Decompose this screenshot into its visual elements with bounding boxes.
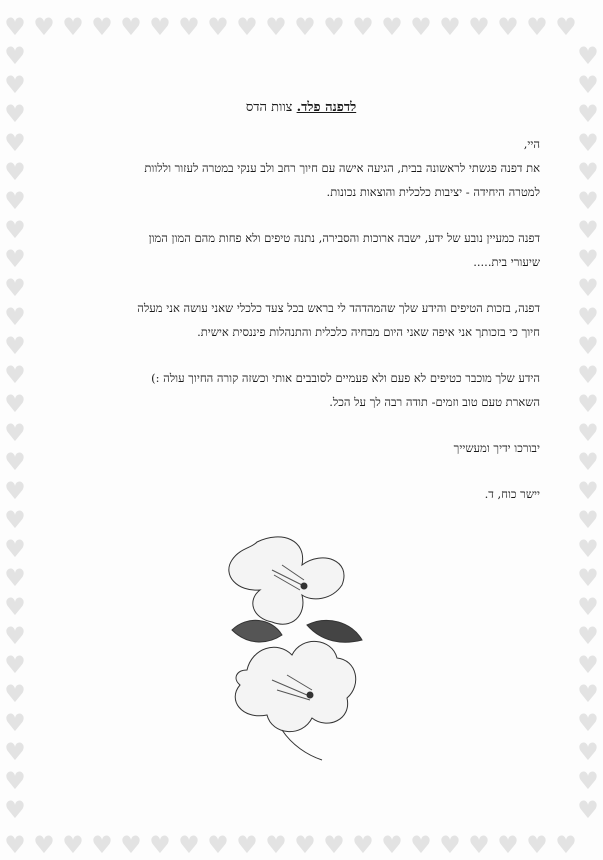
heart-icon: ♥	[577, 42, 599, 70]
heart-icon: ♥	[236, 831, 258, 859]
heart-icon: ♥	[577, 361, 599, 389]
recipient-team: צוות הדס	[245, 100, 293, 115]
greeting: היי,	[523, 137, 540, 151]
heart-icon: ♥	[577, 390, 599, 418]
heart-icon: ♥	[149, 13, 171, 41]
letter-body	[62, 96, 540, 528]
heart-icon: ♥	[577, 738, 599, 766]
heart-icon: ♥	[577, 332, 599, 360]
heart-icon: ♥	[178, 13, 200, 41]
heart-icon: ♥	[265, 13, 287, 41]
heart-icon: ♥	[91, 13, 113, 41]
heart-icon: ♥	[4, 419, 26, 447]
heart-icon: ♥	[497, 13, 519, 41]
heart-icon: ♥	[4, 593, 26, 621]
heart-icon: ♥	[577, 187, 599, 215]
heart-icon: ♥	[4, 216, 26, 244]
heart-icon: ♥	[577, 593, 599, 621]
heart-icon: ♥	[352, 13, 374, 41]
heart-icon: ♥	[352, 831, 374, 859]
heart-icon: ♥	[4, 651, 26, 679]
heart-icon: ♥	[4, 680, 26, 708]
heart-icon: ♥	[4, 448, 26, 476]
heart-icon: ♥	[178, 831, 200, 859]
heart-icon: ♥	[577, 129, 599, 157]
heart-icon: ♥	[577, 100, 599, 128]
heart-icon: ♥	[577, 709, 599, 737]
heart-icon: ♥	[4, 129, 26, 157]
heart-icon: ♥	[4, 332, 26, 360]
heart-icon: ♥	[323, 13, 345, 41]
heart-icon: ♥	[381, 831, 403, 859]
heart-icon: ♥	[497, 831, 519, 859]
heart-icon: ♥	[4, 622, 26, 650]
heart-icon: ♥	[149, 831, 171, 859]
heart-icon: ♥	[577, 506, 599, 534]
heart-icon: ♥	[33, 831, 55, 859]
heart-icon: ♥	[577, 448, 599, 476]
heart-icon: ♥	[526, 831, 548, 859]
heart-icon: ♥	[4, 564, 26, 592]
heart-icon: ♥	[4, 361, 26, 389]
heart-icon: ♥	[4, 767, 26, 795]
heart-icon: ♥	[577, 564, 599, 592]
heart-icon: ♥	[4, 796, 26, 824]
heart-icon: ♥	[207, 13, 229, 41]
paragraph-1: את דפנה פגשתי לראשונה בבית, הגיעה אישה עם חיוך רחב ולב ענקי במטרה לעזור וללוות למטרה היחידה - יציבות כלכלית והוצאות נכונות.	[144, 161, 540, 199]
heart-icon: ♥	[294, 13, 316, 41]
heart-icon: ♥	[577, 651, 599, 679]
heart-icon: ♥	[555, 13, 577, 41]
heart-icon: ♥	[577, 796, 599, 824]
recipient-name: לדפנה פלד.	[296, 100, 357, 115]
heart-icon: ♥	[410, 831, 432, 859]
heart-icon: ♥	[265, 831, 287, 859]
heart-icon: ♥	[91, 831, 113, 859]
heart-icon: ♥	[577, 622, 599, 650]
heart-icon: ♥	[62, 13, 84, 41]
heart-icon: ♥	[236, 13, 258, 41]
hibiscus-flower-icon	[212, 530, 372, 762]
heart-icon: ♥	[4, 738, 26, 766]
heart-icon: ♥	[4, 303, 26, 331]
heart-icon: ♥	[526, 13, 548, 41]
heart-icon: ♥	[410, 13, 432, 41]
heart-icon: ♥	[468, 13, 490, 41]
heart-icon: ♥	[381, 13, 403, 41]
heart-icon: ♥	[4, 245, 26, 273]
letter-title	[62, 96, 540, 120]
heart-icon: ♥	[33, 13, 55, 41]
heart-icon: ♥	[577, 245, 599, 273]
paragraph-4: הידע שלך מוכבר כטיפים לא פעם ולא פעמיים לסובבים אותי וכשזה קורה החיוך עולה :) השארת טעם טוב וזמים- תודה רבה לך על הכל.	[151, 371, 540, 409]
heart-icon: ♥	[4, 13, 26, 41]
heart-icon: ♥	[4, 158, 26, 186]
heart-icon: ♥	[577, 274, 599, 302]
heart-icon: ♥	[577, 680, 599, 708]
heart-icon: ♥	[4, 831, 26, 859]
heart-icon: ♥	[4, 100, 26, 128]
paragraph-2: דפנה כמעיין נובע של ידע, ישבה ארוכות והסבירה, נתנה טיפים ולא פחות מהם המון המון שיעורי בית.....	[148, 231, 540, 269]
heart-icon: ♥	[555, 831, 577, 859]
heart-icon: ♥	[577, 303, 599, 331]
heart-icon: ♥	[4, 71, 26, 99]
heart-icon: ♥	[4, 42, 26, 70]
heart-icon: ♥	[62, 831, 84, 859]
paragraph-3: דפנה, בזכות הטיפים והידע שלך שהמהדהד לי בראש בכל צעד כלכלי שאני עושה אני מעלה חיוך כי בזכותך אני איפה שאני היום מבחיה כלכלית והתנהלות פיננסית אישית.	[137, 301, 540, 339]
heart-icon: ♥	[577, 767, 599, 795]
heart-icon: ♥	[577, 535, 599, 563]
closing: יבורכו ידיך ומעשייך	[453, 441, 540, 455]
heart-icon: ♥	[207, 831, 229, 859]
heart-icon: ♥	[4, 477, 26, 505]
heart-icon: ♥	[120, 13, 142, 41]
signature: יישר כוח, ד.	[484, 487, 540, 501]
heart-icon: ♥	[577, 419, 599, 447]
heart-icon: ♥	[439, 831, 461, 859]
heart-icon: ♥	[4, 274, 26, 302]
heart-icon: ♥	[4, 506, 26, 534]
heart-icon: ♥	[577, 158, 599, 186]
heart-icon: ♥	[577, 216, 599, 244]
heart-icon: ♥	[323, 831, 345, 859]
heart-icon: ♥	[468, 831, 490, 859]
heart-icon: ♥	[577, 477, 599, 505]
heart-icon: ♥	[577, 71, 599, 99]
heart-icon: ♥	[120, 831, 142, 859]
heart-icon: ♥	[294, 831, 316, 859]
heart-icon: ♥	[4, 709, 26, 737]
heart-icon: ♥	[4, 535, 26, 563]
heart-icon: ♥	[4, 187, 26, 215]
heart-icon: ♥	[439, 13, 461, 41]
heart-icon: ♥	[4, 390, 26, 418]
